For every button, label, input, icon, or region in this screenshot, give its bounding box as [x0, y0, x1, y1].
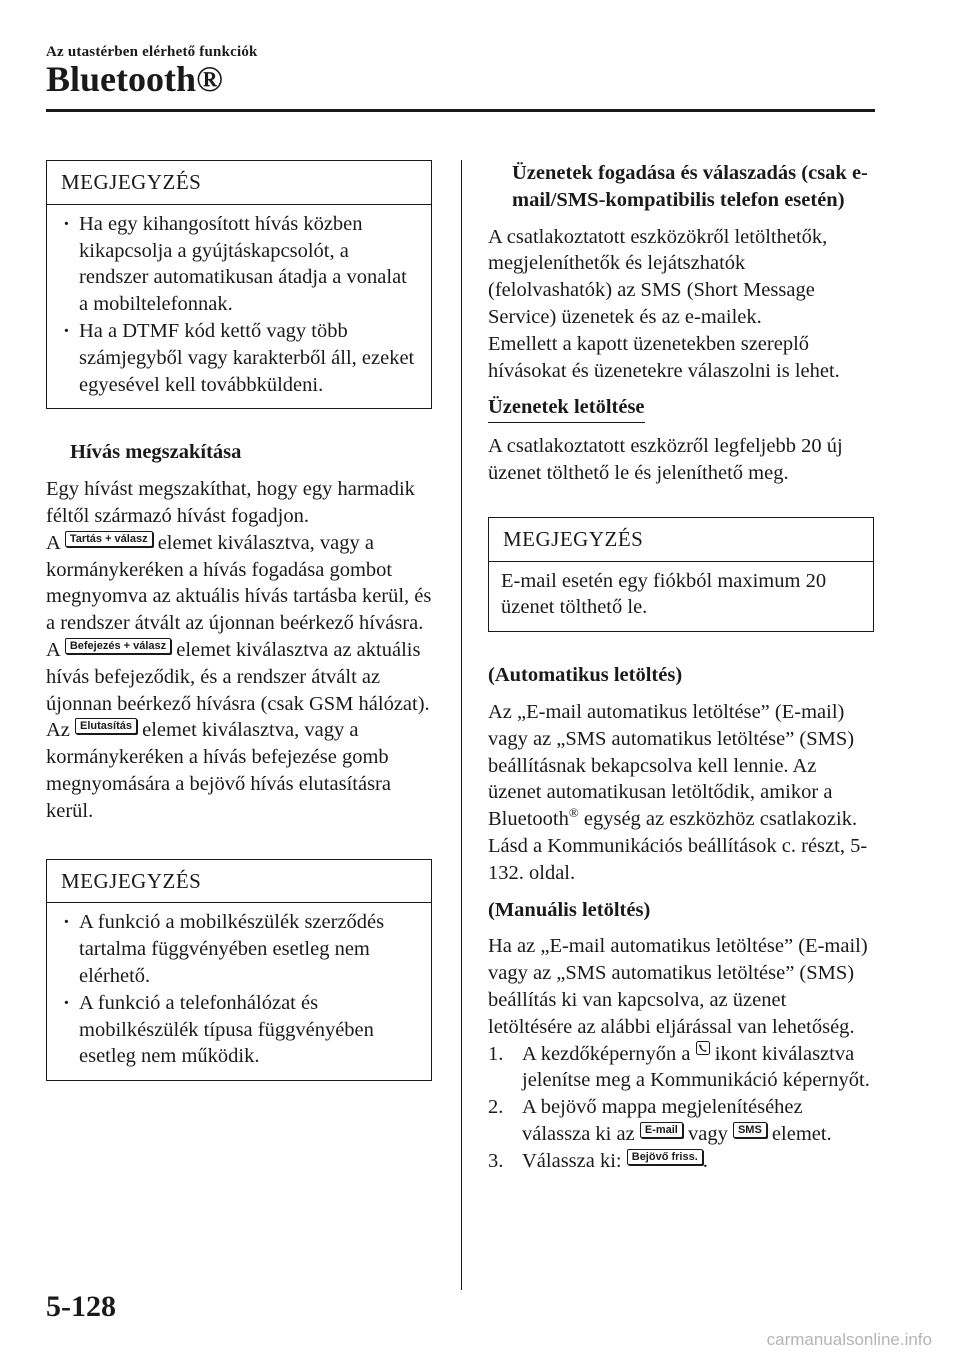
paragraph	[46, 717, 432, 824]
note-item: · A funkció a telefonhálózat és mobilkészülék típusa függvényében esetleg nem működik.	[59, 990, 421, 1070]
phone-icon	[696, 1041, 710, 1055]
note-title: MEGJEGYZÉS	[489, 518, 873, 562]
note-body	[47, 903, 431, 1080]
step-item	[488, 1041, 874, 1095]
text: Válassza ki:	[522, 1149, 622, 1172]
inbox-refresh-button-label: Bejövő friss.	[627, 1149, 703, 1165]
paragraph	[488, 699, 874, 833]
paragraph: A csatlakoztatott eszközökről letölthetők, megjeleníthetők és lejátszhatók (felolvashatók) az SMS (Short Message Service) üzenetek és az e-mailek.	[488, 225, 828, 328]
text: egység az eszközhöz csatlakozik.	[583, 808, 858, 831]
text: elemet kiválasztva, vagy a kormánykeréken a hívás fogadása gombot megnyomva az aktuális hívás tartásba kerül, és a rendszer átvált az újonnan beérkező hívásra.	[46, 531, 432, 635]
text: A	[46, 638, 60, 661]
note-box-function	[46, 859, 432, 1082]
note-box-email-limit	[488, 517, 874, 632]
text: A bejövő mappa megjelenítéséhez válassza ki az	[522, 1096, 803, 1145]
text: Az „E-mail automatikus letöltése” (E-mail) vagy az „SMS automatikus letöltése” (SMS) beállításnak bekapcsolva kell lennie. Az üzenet automatikusan letöltődik, amikor a Bluetooth	[488, 700, 855, 831]
text: A kezdőképernyőn a	[522, 1042, 691, 1065]
subheading-auto-download: (Automatikus letöltés)	[488, 664, 683, 687]
note-item: · Ha egy kihangosított hívás közben kikapcsolja a gyújtáskapcsolót, a rendszer automatikusan átadja a vonalat a mobiltelefonnak.	[59, 211, 421, 318]
paragraph	[46, 530, 432, 637]
email-button-label: E-mail	[640, 1122, 683, 1138]
page-title: Bluetooth®	[46, 59, 223, 99]
step-item	[488, 1094, 874, 1148]
text: .	[702, 1149, 708, 1172]
hold-answer-button-label: Tartás + válasz	[65, 531, 153, 547]
left-column	[46, 160, 432, 1111]
step-item	[488, 1148, 874, 1175]
step-number: 2.	[488, 1096, 504, 1119]
text: Az	[46, 719, 70, 742]
paragraph	[46, 637, 432, 717]
text: elemet kiválasztva az aktuális hívás befejeződik, és a rendszer átvált az újonnan beérkező hívásra (csak GSM hálózat).	[46, 638, 430, 715]
paragraph: A csatlakoztatott eszközről legfeljebb 20 új üzenet tölthető le és jeleníthető meg.	[488, 435, 843, 484]
watermark: carmanualsonline.info	[766, 1330, 932, 1349]
header-rule	[46, 109, 875, 112]
note-item: · A funkció a mobilkészülék szerződés tartalma függvényében esetleg nem elérhető.	[59, 909, 421, 989]
note-title: MEGJEGYZÉS	[47, 860, 431, 904]
registered-mark: ®	[568, 805, 579, 821]
text: elemet.	[771, 1122, 832, 1145]
right-column	[488, 160, 874, 1175]
section-subtitle: Az utastérben elérhető funkciók	[46, 44, 258, 60]
paragraph: Egy hívást megszakíthat, hogy egy harmadik féltől származó hívást fogadjon.	[46, 478, 415, 527]
note-body	[489, 562, 873, 632]
note-item: · Ha a DTMF kód kettő vagy több számjegyből vagy karakterből áll, ezeket egyesével kell továbbküldeni.	[59, 318, 421, 398]
note-body	[47, 205, 431, 409]
reject-button-label: Elutasítás	[75, 718, 137, 734]
step-number: 1.	[488, 1042, 504, 1065]
step-number: 3.	[488, 1149, 504, 1172]
section-heading-messages: Üzenetek fogadása és válaszadás (csak e-mail/SMS-kompatibilis telefon esetén)	[512, 162, 868, 211]
paragraph: Lásd a Kommunikációs beállítások c. részt, 5-132. oldal.	[488, 834, 868, 884]
paragraph: Ha az „E-mail automatikus letöltése” (E-mail) vagy az „SMS automatikus letöltése” (SMS) beállítás ki van kapcsolva, az üzenet letöltésére az alábbi eljárással van lehetőség.	[488, 935, 868, 1038]
note-title: MEGJEGYZÉS	[47, 161, 431, 205]
text: A	[46, 531, 60, 554]
subheading-manual-download: (Manuális letöltés)	[488, 898, 651, 921]
page-number: 5-128	[46, 1290, 116, 1323]
section-heading-call-interrupt: Hívás megszakítása	[70, 441, 242, 464]
subheading-message-download: Üzenetek letöltése	[488, 394, 645, 423]
note-box-call-disconnect	[46, 160, 432, 409]
sms-button-label: SMS	[733, 1122, 767, 1138]
note-text: E-mail esetén egy fiókból maximum 20 üzenet tölthető le.	[501, 569, 827, 619]
step-list	[488, 1041, 874, 1175]
column-divider	[461, 160, 462, 1290]
end-answer-button-label: Befejezés + válasz	[65, 638, 171, 654]
paragraph: Emellett a kapott üzenetekben szereplő hívásokat és üzenetekre válaszolni is lehet.	[488, 332, 840, 382]
text: ikont kiválasztva jelenítse meg a Kommunikáció képernyőt.	[522, 1042, 870, 1092]
text: elemet kiválasztva, vagy a kormánykeréken a hívás befejezése gomb megnyomására a bejövő hívás elutasításra kerül.	[46, 719, 391, 822]
text: vagy	[687, 1122, 728, 1145]
